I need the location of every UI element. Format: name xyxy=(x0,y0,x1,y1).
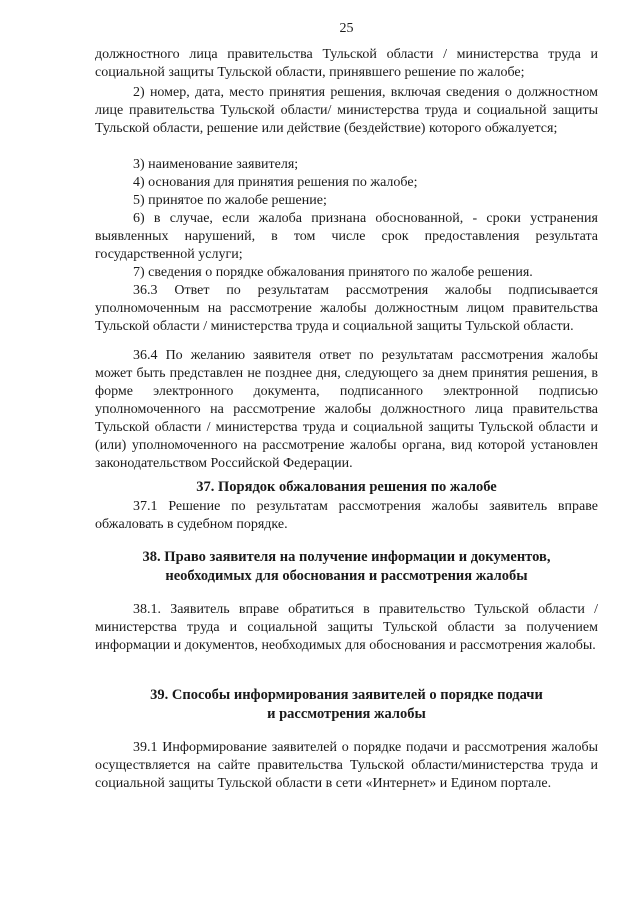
paragraph: 38.1. Заявитель вправе обратиться в правительство Тульской области / министерства труда и социальной защиты Тульской области за получением информации и документов, необходимых для обоснования и рассмотрения жалобы. xyxy=(95,602,598,653)
paragraph: 6) в случае, если жалоба признана обоснованной, - сроки устранения выявленных нарушений, в том числе срок предоставления результата государственной услуги; xyxy=(95,211,598,262)
section-38-body xyxy=(95,601,598,655)
paragraph: 2) номер, дата, место принятия решения, включая сведения о должностном лице правительства Тульской области/ министерства труда и социальной защиты Тульской области, решение или действие (бездействие) которого обжалуется; xyxy=(95,85,598,136)
paragraph: 5) принятое по жалобе решение; xyxy=(133,193,327,208)
list-item-2 xyxy=(95,84,598,138)
paragraph: 37.1 Решение по результатам рассмотрения жалобы заявитель вправе обжаловать в судебном порядке. xyxy=(95,499,598,532)
page-number: 25 xyxy=(339,21,354,36)
section-37-body xyxy=(95,498,598,534)
section-heading-line1: 38. Право заявителя на получение информации и документов, xyxy=(142,549,551,565)
paragraph: 36.4 По желанию заявителя ответ по результатам рассмотрения жалобы может быть представлен не позднее дня, следующего за днем принятия решения, в форме электронного документа, подписанного электронной подписью уполномоченного на рассмотрение жалобы должностного лица правительства Тульской области / министерства труда и социальной защиты Тульской области и (или) уполномоченного на рассмотрение жалобы органа, вид которой установлен законодательством Российской Федерации. xyxy=(95,348,598,471)
paragraph: 39.1 Информирование заявителей о порядке подачи и рассмотрения жалобы осуществляется на сайте правительства Тульской области/министерства труда и социальной защиты Тульской области в сети «Интернет» и Едином портале. xyxy=(95,740,598,791)
paragraph: 3) наименование заявителя; xyxy=(133,157,299,172)
section-39-body xyxy=(95,739,598,793)
section-heading: 37. Порядок обжалования решения по жалобе xyxy=(196,479,497,495)
paragraph: должностного лица правительства Тульской области / министерства труда и социальной защиты Тульской области, принявшего решение по жалобе; xyxy=(95,47,598,80)
list-item-7 xyxy=(95,264,598,282)
section-38 xyxy=(95,548,598,586)
section-37 xyxy=(95,478,598,497)
section-heading-line2: необходимых для обоснования и рассмотрения жалобы xyxy=(165,568,528,584)
paragraph-36-4 xyxy=(95,347,598,473)
section-heading-line2: и рассмотрения жалобы xyxy=(267,706,426,722)
list-item-3 xyxy=(95,156,598,174)
section-heading-line1: 39. Способы информирования заявителей о порядке подачи xyxy=(150,687,543,703)
paragraph-continuation xyxy=(95,46,598,82)
list-item-5 xyxy=(95,192,598,210)
paragraph: 7) сведения о порядке обжалования принятого по жалобе решения. xyxy=(133,265,533,280)
paragraph: 4) основания для принятия решения по жалобе; xyxy=(133,175,418,190)
list-item-4 xyxy=(95,174,598,192)
paragraph: 36.3 Ответ по результатам рассмотрения жалобы подписывается уполномоченным на рассмотрение жалобы должностным лицом правительства Тульской области / министерства труда и социальной защиты Тульской области. xyxy=(95,283,598,334)
section-39 xyxy=(95,686,598,724)
list-item-6 xyxy=(95,210,598,264)
paragraph-36-3 xyxy=(95,282,598,336)
